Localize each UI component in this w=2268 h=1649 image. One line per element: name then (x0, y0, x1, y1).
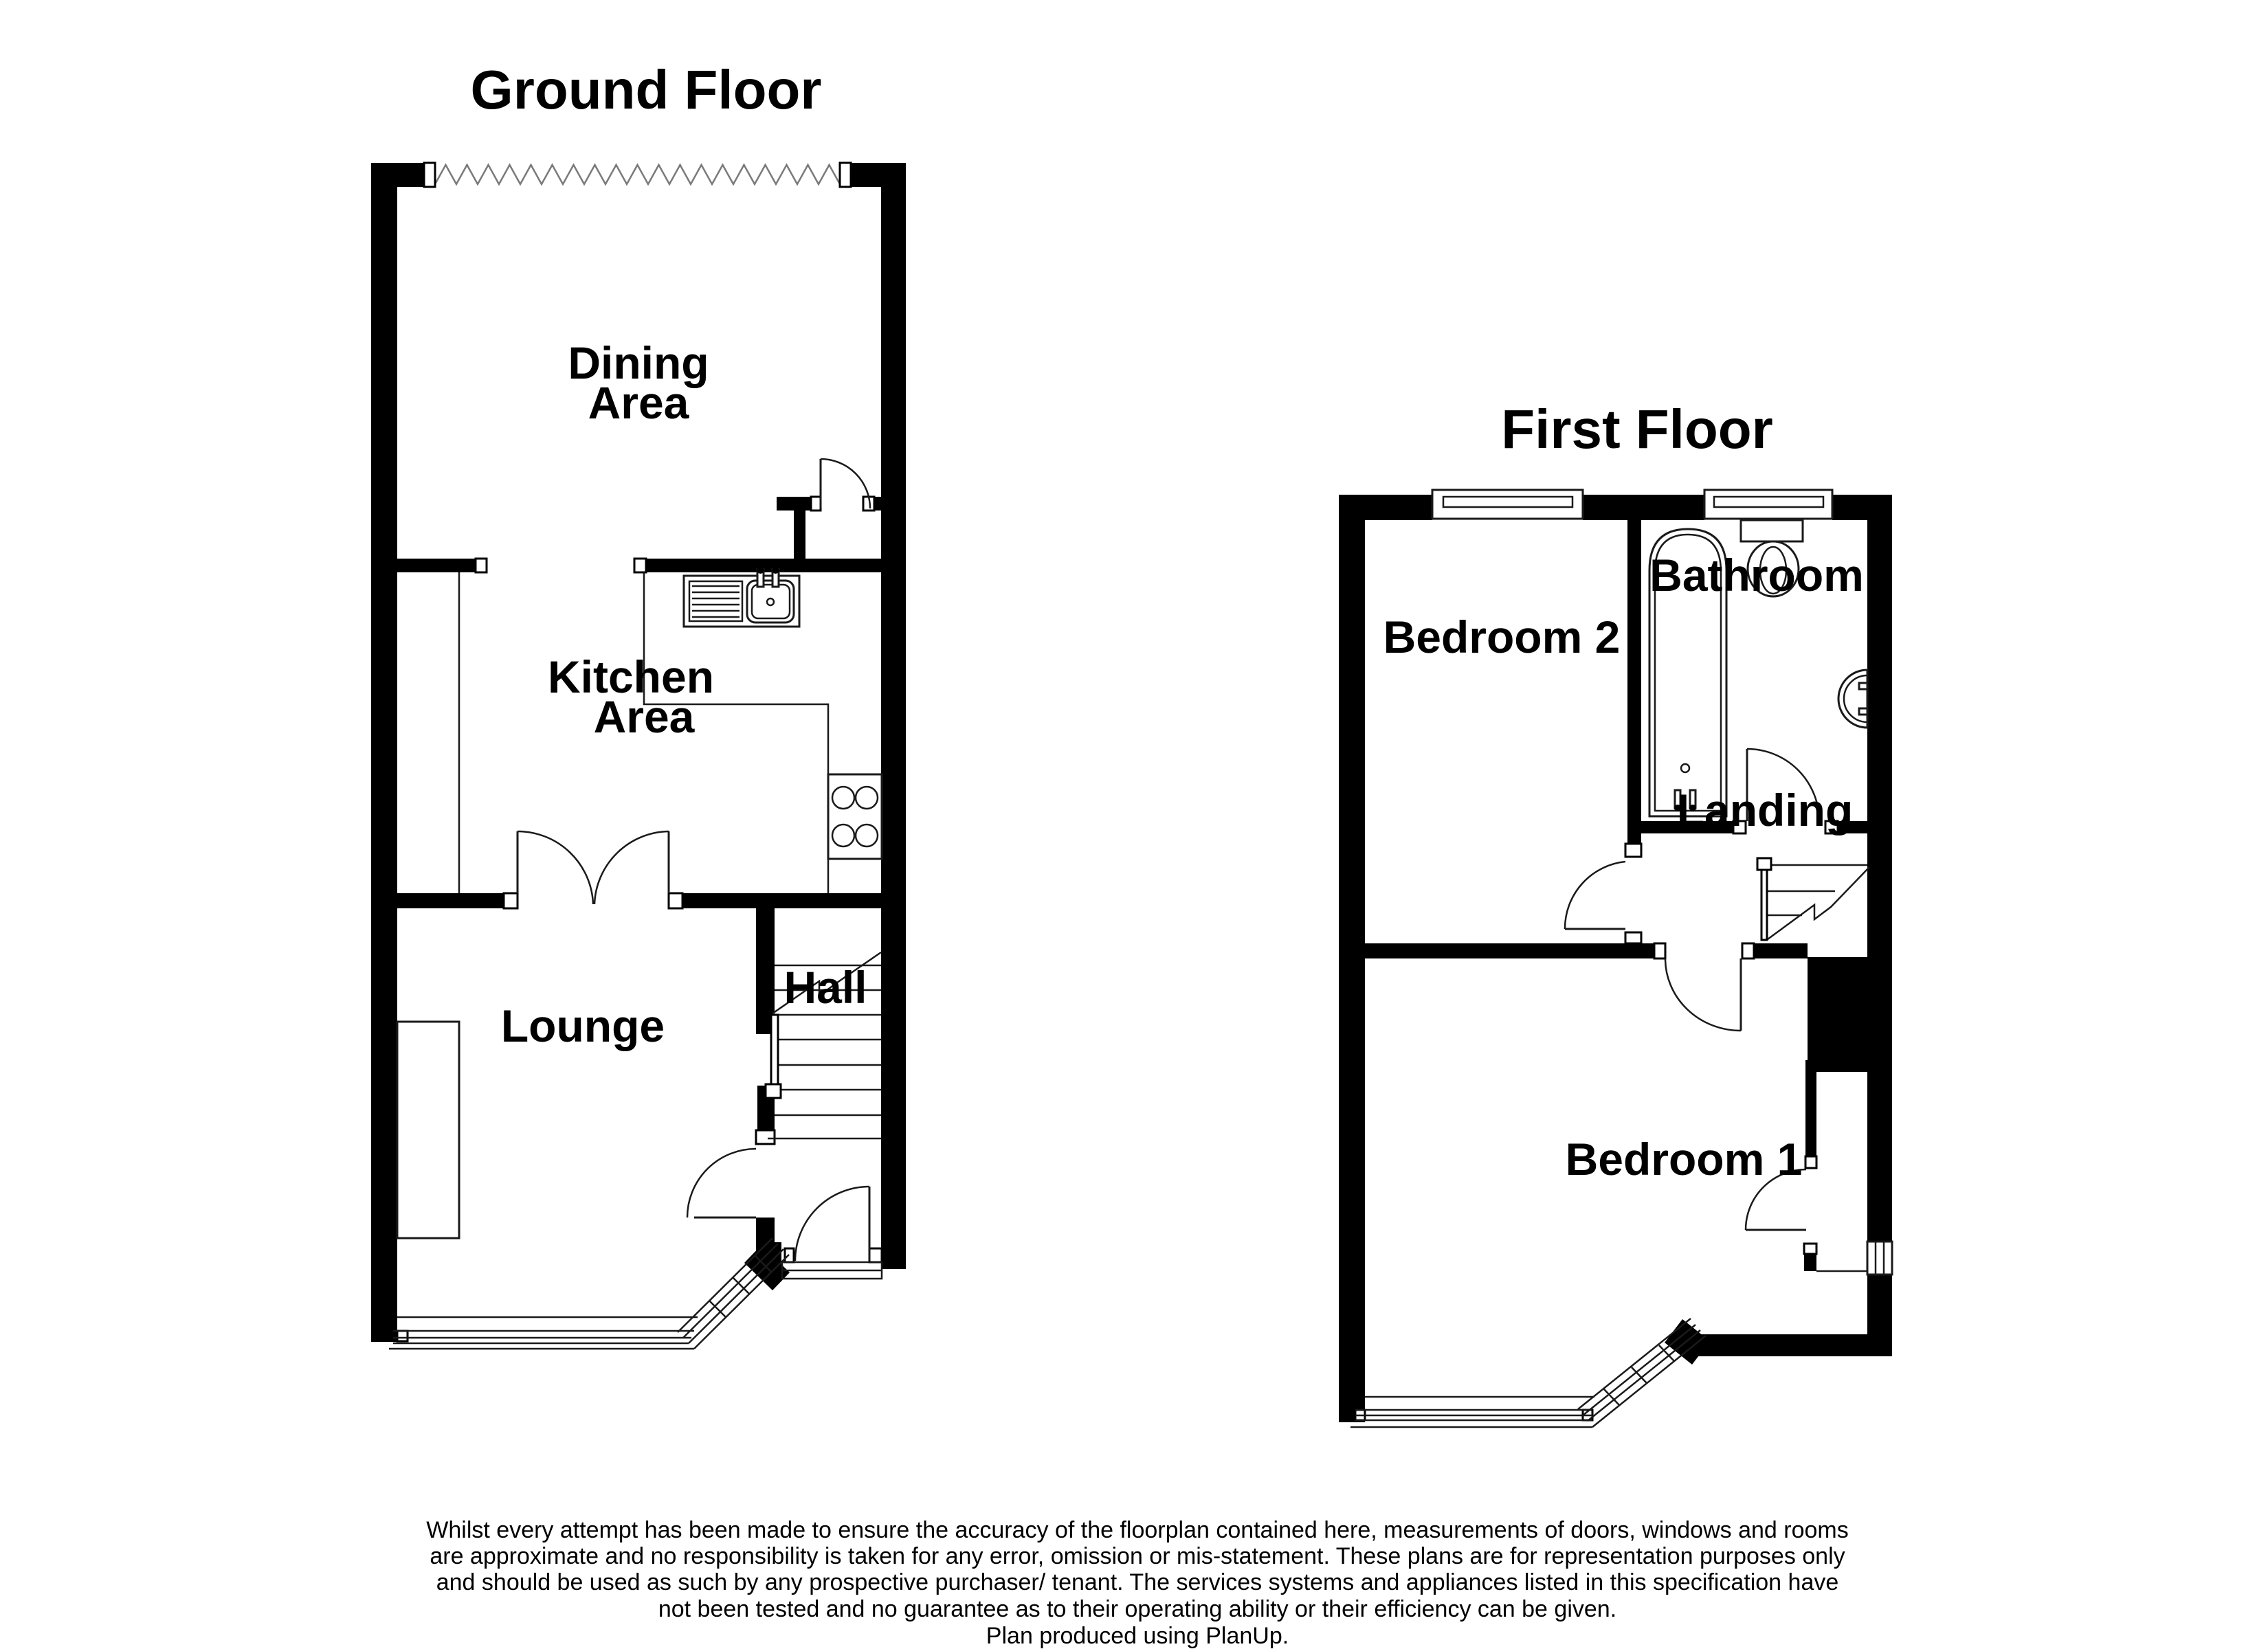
lounge-door-icon (687, 1149, 756, 1218)
dining-label-1: Dining (568, 337, 709, 388)
first-floor-title: First Floor (1501, 399, 1773, 460)
disclaimer-text (426, 1517, 1848, 1649)
landing-staircase-icon (1757, 858, 1869, 940)
dining-label-2: Area (588, 377, 689, 428)
hob-icon (828, 774, 882, 859)
disclaimer-line-3: and should be used as such by any prospective purchaser/ tenant. The services systems and appliances listed in this specification have (436, 1569, 1839, 1595)
kitchen-label-1: Kitchen (547, 651, 715, 702)
bedroom2-label: Bedroom 2 (1383, 612, 1621, 662)
bedroom2-door-icon (1565, 862, 1625, 929)
lounge-label: Lounge (500, 1000, 665, 1051)
landing-label: Landing (1676, 785, 1854, 835)
fireplace-icon (397, 1022, 459, 1238)
hall-label: Hall (783, 962, 867, 1013)
bedroom1-door-icon (1665, 958, 1741, 1031)
ground-floor-title: Ground Floor (470, 59, 822, 120)
bedroom2-window-icon (1432, 490, 1583, 519)
kitchen-sink-icon (684, 567, 799, 627)
basin-icon (1838, 670, 1867, 728)
zigzag-opening-icon (435, 165, 840, 184)
kitchen-label-2: Area (593, 691, 695, 742)
disclaimer-line-1: Whilst every attempt has been made to ensure the accuracy of the floorplan contained here, measurements of doors, windows and rooms (426, 1517, 1849, 1543)
double-doors-icon (518, 831, 669, 904)
bathroom-label: Bathroom (1649, 550, 1864, 601)
bedroom1-label: Bedroom 1 (1565, 1134, 1803, 1185)
bathroom-window-icon (1704, 490, 1832, 519)
disclaimer-line-2: are approximate and no responsibility is taken for any error, omission or mis-statement. These plans are for representation purposes only (430, 1543, 1845, 1569)
first-floor-plan (1339, 399, 1892, 1427)
disclaimer-line-5: Plan produced using PlanUp. (986, 1623, 1289, 1649)
disclaimer-line-4: not been tested and no guarantee as to their operating ability or their efficiency can be given. (658, 1596, 1617, 1622)
ground-floor-plan (371, 59, 906, 1349)
front-door-icon (782, 1187, 882, 1279)
stair-window-icon (1867, 1242, 1892, 1275)
first-bay-window-icon (1350, 1319, 1706, 1427)
ground-bay-window-icon (389, 1238, 789, 1349)
